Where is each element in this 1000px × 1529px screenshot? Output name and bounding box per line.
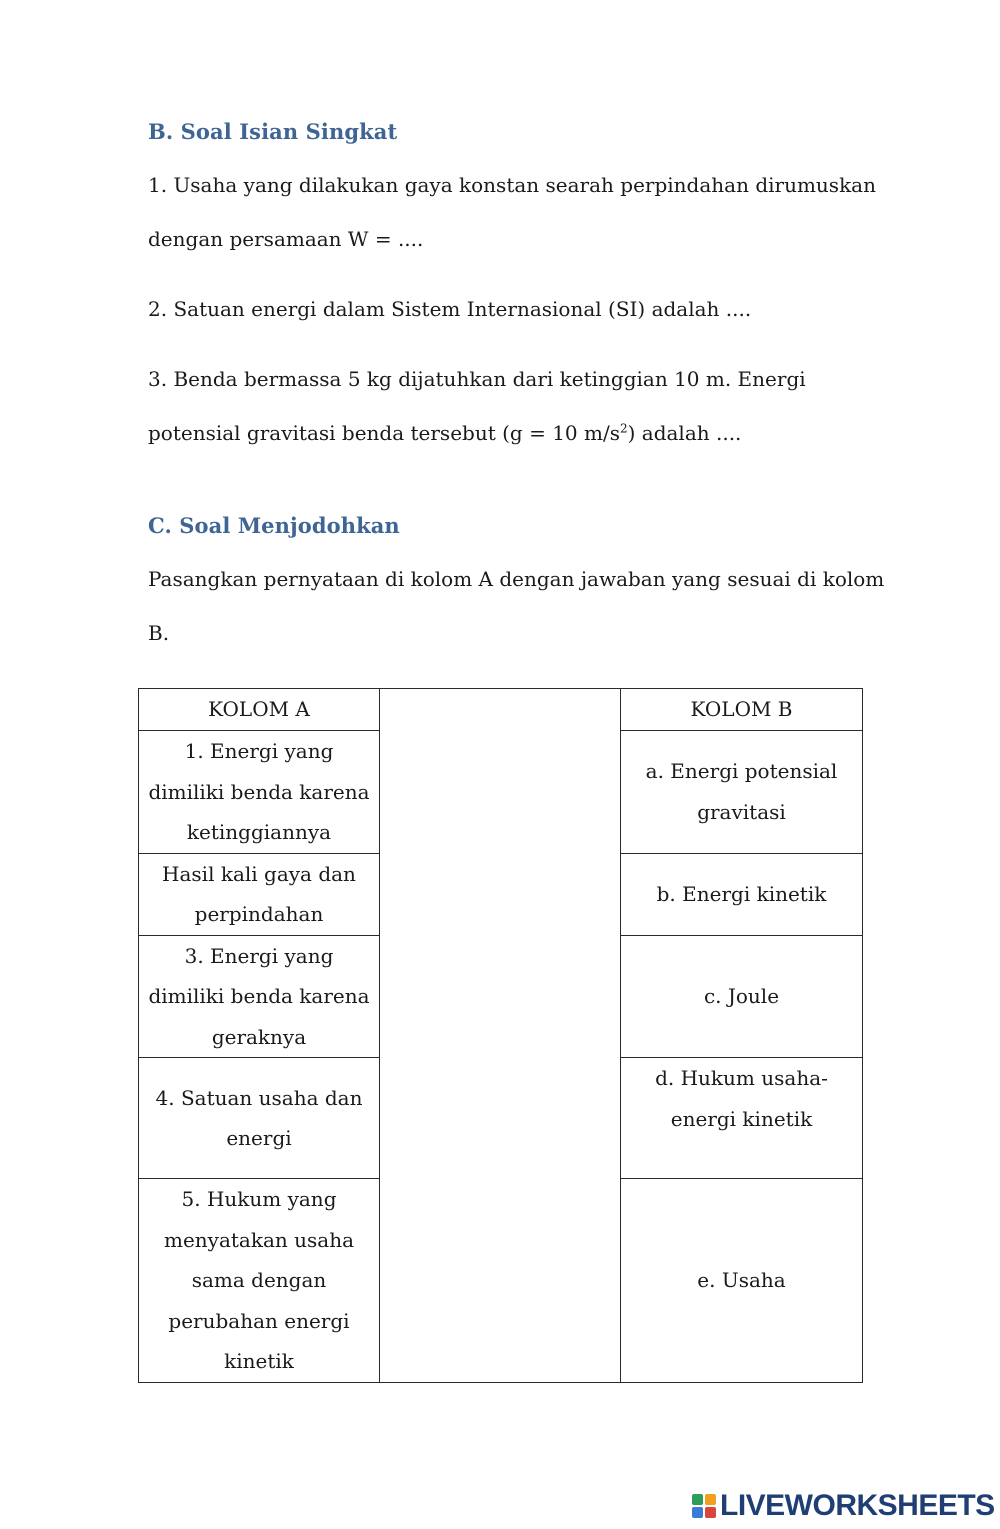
column-a-item-2: Hasil kali gaya dan perpindahan: [139, 853, 380, 935]
matching-table: [138, 688, 863, 1383]
question-2: 2. Satuan energi dalam Sistem Internasional (SI) adalah ....: [148, 297, 752, 321]
question-3-line-1: 3. Benda bermassa 5 kg dijatuhkan dari ketinggian 10 m. Energi: [148, 367, 806, 391]
column-b-item-d: d. Hukum usaha-energi kinetik: [621, 1058, 863, 1179]
instruction-line-2: B.: [148, 621, 170, 645]
column-b-item-a: a. Energi potensial gravitasi: [621, 731, 863, 854]
matching-answer-area[interactable]: [380, 689, 621, 1383]
liveworksheets-logo: [692, 1490, 995, 1522]
column-b-header: KOLOM B: [621, 689, 863, 731]
column-b-item-c: c. Joule: [621, 935, 863, 1058]
question-3-line-2: potensial gravitasi benda tersebut (g = 10 $m/s^2$) adalah ....: [148, 421, 742, 445]
question-1-line-1: 1. Usaha yang dilakukan gaya konstan searah perpindahan dirumuskan: [148, 173, 876, 197]
column-b-item-e: e. Usaha: [621, 1179, 863, 1383]
column-b-item-b: b. Energi kinetik: [621, 853, 863, 935]
question-1-line-2: dengan persamaan W = ....: [148, 227, 424, 251]
column-a-item-5: 5. Hukum yang menyatakan usaha sama dengan perubahan energi kinetik: [139, 1179, 380, 1383]
liveworksheets-brand-text: LIVEWORKSHEETS: [720, 1489, 995, 1522]
section-b-heading: B. Soal Isian Singkat: [148, 119, 398, 144]
column-a-item-1: 1. Energi yang dimiliki benda karena ketinggiannya: [139, 731, 380, 854]
liveworksheets-logo-icon: [692, 1494, 716, 1518]
column-a-item-3: 3. Energi yang dimiliki benda karena geraknya: [139, 935, 380, 1058]
instruction-line-1: Pasangkan pernyataan di kolom A dengan jawaban yang sesuai di kolom: [148, 567, 885, 591]
column-a-item-4: 4. Satuan usaha dan energi: [139, 1058, 380, 1179]
column-a-header: KOLOM A: [139, 689, 380, 731]
section-c-heading: C. Soal Menjodohkan: [148, 513, 400, 538]
